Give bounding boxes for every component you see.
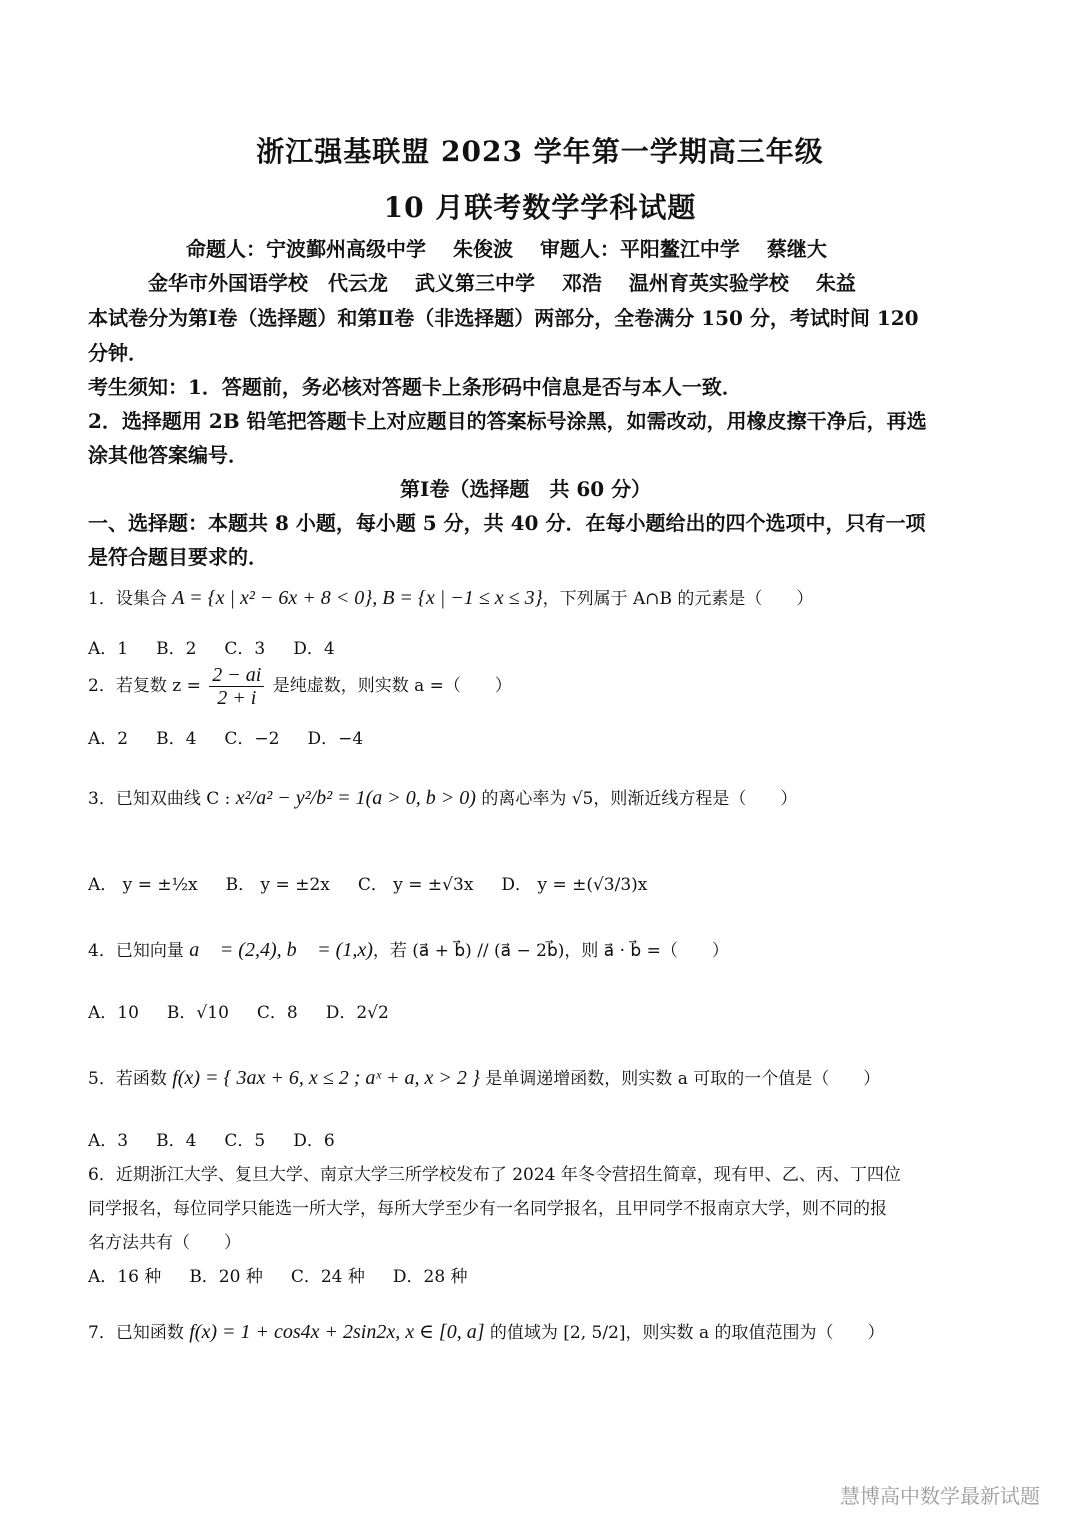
q5-formula: f(x) = { 3ax + 6, x ≤ 2 ; aˣ + a, x > 2 } (172, 1067, 480, 1089)
q1-formula: A = {x | x² − 6x + 8 < 0}, B = {x | −1 ≤ x ≤ 3} (172, 587, 543, 609)
notice-2b: 涂其他答案编号． (88, 443, 248, 467)
section-instruction-2: 是符合题目要求的． (88, 545, 268, 569)
question-6-line-2: 同学报名，每位同学只能选一所大学，每所大学至少有一名同学报名，且甲同学不报南京大学，则不同的报 (88, 1199, 887, 1219)
question-6-line-3: 名方法共有（ ） (88, 1233, 241, 1253)
exam-subtitle: 10 月联考数学学科试题 (383, 191, 697, 224)
section-instruction-1: 一、选择题：本题共 8 小题，每小题 5 分，共 40 分．在每小题给出的四个选项中，只有一项 (88, 511, 926, 535)
q1-options: A．1 B．2 C．3 D．4 (88, 639, 335, 659)
q3-formula: x²/a² − y²/b² = 1(a > 0, b > 0) (235, 787, 476, 809)
exam-title: 浙江强基联盟 2023 学年第一学期高三年级 (256, 135, 824, 168)
question-1: 1．设集合 A = {x | x² − 6x + 8 < 0}, B = {x | −1 ≤ x ≤ 3}，下列属于 A∩B 的元素是（ ） (88, 587, 814, 609)
q2-options: A．2 B．4 C．−2 D．−4 (88, 729, 364, 749)
q2-fraction: $\frac{2 - ai}{2 + i}$ (209, 664, 264, 709)
question-3: 3．已知双曲线 C : x²/a² − y²/b² = 1(a > 0, b > 0) 的离心率为 √5，则渐近线方程是（ ） (88, 787, 798, 809)
question-7: 7．已知函数 f(x) = 1 + cos4x + 2sin2x, x ∈ [0, a] 的值域为 [2, 5/2]，则实数 a 的取值范围为（ ） (88, 1321, 885, 1343)
volume-heading: 第Ⅰ卷（选择题 共 60 分） (400, 477, 652, 501)
q3-options: A． y = ±½x B． y = ±2x C． y = ±√3x D． y = ±(√3/3)x (88, 875, 648, 895)
q5-options: A．3 B．4 C．5 D．6 (88, 1131, 335, 1151)
intro-line-1: 本试卷分为第Ⅰ卷（选择题）和第Ⅱ卷（非选择题）两部分，全卷满分 150 分，考试时间 120 (88, 306, 919, 330)
question-4: 4．已知向量 a⃗ = (2,4), b⃗ = (1,x)，若 (a⃗ + b⃗) // (a⃗ − 2b⃗)，则 a⃗ · b⃗ =（ ） (88, 939, 729, 961)
q4-options: A．10 B．√10 C．8 D．2√2 (88, 1003, 389, 1023)
notice-2a: 2．选择题用 2B 铅笔把答题卡上对应题目的答案标号涂黑，如需改动，用橡皮擦干净后，再选 (88, 409, 927, 433)
watermark: 慧博高中数学最新试题 (840, 1484, 1040, 1508)
question-2: 2．若复数 z = $\frac{2 - ai}{2 + i}$ 是纯虚数，则实数 a =（ ） (88, 664, 512, 709)
q6-options: A．16 种 B．20 种 C．24 种 D．28 种 (88, 1267, 468, 1287)
question-5: 5．若函数 f(x) = { 3ax + 6, x ≤ 2 ; aˣ + a, x > 2 } 是单调递增函数，则实数 a 可取的一个值是（ ） (88, 1067, 881, 1089)
question-6-line-1: 6．近期浙江大学、复旦大学、南京大学三所学校发布了 2024 年冬令营招生简章，现有甲、乙、丙、丁四位 (88, 1165, 901, 1185)
authors-line-2: 金华市外国语学校 代云龙 武义第三中学 邓浩 温州育英实验学校 朱益 (148, 271, 856, 295)
notice-1: 考生须知：1．答题前，务必核对答题卡上条形码中信息是否与本人一致． (88, 375, 742, 399)
authors-line-1: 命题人：宁波鄞州高级中学 朱俊波 审题人：平阳鳌江中学 蔡继大 (186, 237, 827, 261)
intro-line-2: 分钟． (88, 341, 148, 365)
q7-formula: f(x) = 1 + cos4x + 2sin2x, x ∈ [0, a] (189, 1321, 485, 1343)
q4-formula: a⃗ = (2,4), b⃗ = (1,x) (189, 939, 373, 961)
